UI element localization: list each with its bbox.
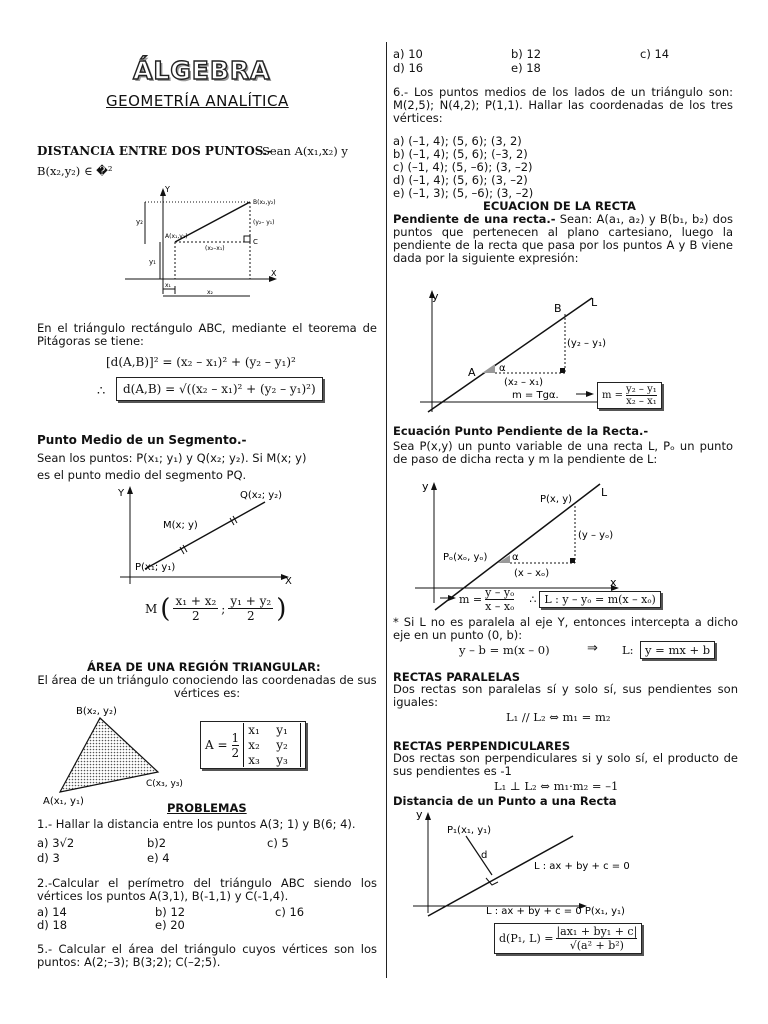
perpendicular-heading: RECTAS PERPENDICULARES (393, 739, 571, 753)
slope-formula-num: y₂ – y₁ (626, 384, 657, 395)
problem-6-text: 6.- Los puntos medios de los lados de un triángulo son: M(2,5); N(4,2); P(1,1). Hallar las coordenadas de los tres vértices: (393, 85, 733, 125)
triangle-label-b: B(x₂, y₂) (76, 706, 117, 717)
point-slope-eq-lhs: m = (459, 593, 483, 606)
problem-5-option-a: a) 10 (393, 47, 423, 61)
point-slope-label-dx: (x – xₒ) (514, 568, 550, 579)
problem-1-option-b: b)2 (147, 836, 167, 850)
point-slope-label-y: y (422, 480, 429, 493)
point-line-heading: Distancia de un Punto a una Recta (393, 794, 617, 808)
problem-6-option-e: e) (–1, 3); (5, –6); (3, –2) (393, 186, 534, 200)
point-line-label-axis: L : ax + by + c = 0 P(x₁, y₁) (486, 906, 625, 917)
slope-label-y: y (432, 290, 439, 303)
slope-label-l: L (591, 296, 598, 309)
problem-5-option-b: b) 12 (511, 47, 542, 61)
point-slope-heading: Ecuación Punto Pendiente de la Recta.- (393, 424, 649, 438)
slope-label-m: m = Tgα. (512, 390, 559, 401)
midpoint-text1: Sean los puntos: P(x₁; y₁) y Q(x₂; y₂). Si M(x; y) (37, 451, 307, 465)
midpoint-formula: M ( x₁ + x₂ 2 ; y₁ + y₂ 2 ) (145, 593, 287, 624)
column-divider (386, 42, 387, 978)
point-line-diagram (408, 808, 663, 918)
triangle-area-heading: ÁREA DE UNA REGIÓN TRIANGULAR: (87, 660, 321, 674)
point-slope-eq-num: y – yₒ (485, 586, 515, 599)
point-slope-formula: m = $\frac{\text{y – yₒ}}{\text{x – xₒ}}$ ∴ L : y – yₒ = m(x – xₒ) (459, 586, 661, 613)
point-line-formula (494, 923, 642, 954)
diagram-label-dx: (x₂–x₁) (205, 245, 225, 252)
diagram-label-y2: y₂ (136, 218, 143, 226)
perpendicular-formula: L₁ ⊥ L₂ ⇔ m₁·m₂ = –1 (494, 779, 619, 793)
diagram-label-c: C (253, 238, 258, 246)
point-line-label-p1: P₁(x₁, y₁) (447, 825, 492, 836)
triangle-matrix: x₁ y₁ x₂ y₂ x₃ y₃ (243, 723, 301, 767)
parallel-heading: RECTAS PARALELAS (393, 670, 521, 684)
page-title: ÁLGEBRA (133, 56, 271, 85)
point-slope-label-p0: Pₒ(xₒ, yₒ) (443, 552, 488, 563)
slope-paragraph (393, 213, 733, 265)
problem-1-option-d: d) 3 (37, 851, 60, 865)
midpoint-formula-x: x₁ + x₂ (175, 594, 217, 608)
problems-heading: PROBLEMAS (167, 801, 247, 815)
slope-formula (597, 382, 662, 409)
intercept-eq: y – b = m(x – 0) (459, 643, 550, 657)
intercept-implies: ⇒ (587, 641, 598, 656)
diagram-label-y1: y₁ (149, 258, 156, 266)
distance-therefore: ∴ (97, 384, 106, 399)
midpoint-diagram (115, 484, 305, 589)
problem-2-text: 2.-Calcular el perímetro del triángulo ABC siendo los vértices los puntos A(3,1), B(-1,1) y C(-1,4). (37, 876, 377, 903)
problem-6-option-d: d) (–1, 4); (5, 6); (3, –2) (393, 173, 528, 187)
distance-heading: DISTANCIA ENTRE DOS PUNTOS.- (37, 144, 273, 158)
slope-heading: Pendiente de una recta.- (393, 212, 556, 226)
triangle-area-formula (200, 721, 306, 769)
midpoint-label-y: Y (118, 488, 125, 499)
point-line-label-l: L : ax + by + c = 0 (534, 861, 630, 872)
diagram-label-b: B(x₂,y₂) (253, 199, 276, 206)
midpoint-heading: Punto Medio de un Segmento.- (37, 433, 247, 447)
triangle-diagram (38, 700, 198, 810)
triangle-label-a: A(x₁, y₁) (43, 796, 84, 807)
triangle-area-text: El área de un triángulo conociendo las coordenadas de sus vértices es: (37, 673, 377, 700)
problem-2-option-a: a) 14 (37, 905, 67, 919)
problem-5-text: 5.- Calcular el área del triángulo cuyos vértices son los puntos: A(2;–3); B(3;2); C(–2;5). (37, 942, 377, 969)
point-slope-text: Sea P(x,y) un punto variable de una recta L, Pₒ un punto de paso de dicha recta y m la pendiente de L: (393, 439, 733, 466)
diagram-label-x: X (271, 269, 277, 278)
problem-1-text: 1.- Hallar la distancia entre los puntos A(3; 1) y B(6; 4). (37, 817, 356, 831)
point-slope-label-x: x (610, 576, 617, 589)
midpoint-label-p: P(x₁; y₁) (135, 562, 176, 573)
slope-label-a: A (468, 366, 476, 379)
slope-formula-lhs: m = (602, 390, 624, 401)
diagram-label-dy: (y₂– y₁) (253, 219, 275, 226)
triangle-formula-den: 2 (231, 745, 240, 760)
diagram-label-x2: x₂ (207, 289, 213, 296)
problem-5-option-c: c) 14 (640, 47, 670, 61)
distance-intro-a: Sean A(x₁,x₂) y (262, 144, 348, 158)
point-slope-label-alpha: α (512, 552, 519, 563)
page-subtitle: GEOMETRÍA ANALÍTICA (106, 92, 289, 110)
triangle-label-c: C(x₃, y₃) (146, 779, 183, 789)
problem-5-option-e: e) 18 (511, 61, 541, 75)
midpoint-label-m: M(x; y) (163, 520, 198, 531)
point-line-formula-den: √(a² + b²) (569, 939, 624, 952)
triangle-formula-num: 1 (231, 730, 240, 745)
point-line-label-y: y (416, 808, 423, 821)
point-line-formula-lhs: d(P₁, L) = (499, 932, 554, 945)
slope-label-b: B (554, 302, 562, 315)
point-line-formula-num: |ax₁ + by₁ + c| (556, 925, 638, 938)
slope-label-dx: (x₂ – x₁) (504, 377, 544, 388)
diagram-label-x1: x₁ (165, 282, 171, 289)
slope-text: Sean: A(a₁, a₂) y B(b₁, b₂) dos puntos que pertenecen al plano cartesiano, luego la pendiente de la recta que pasa por los puntos A y B viene dada por la siguiente expresión: (393, 212, 733, 265)
problem-2-option-d: d) 18 (37, 918, 68, 932)
midpoint-text2: es el punto medio del segmento PQ. (37, 468, 247, 482)
distance-eq2: d(A,B) = √((x₂ – x₁)² + (y₂ – y₁)²) (116, 377, 323, 401)
midpoint-formula-den-y: 2 (246, 609, 255, 623)
midpoint-formula-sep: ; (221, 601, 226, 616)
point-slope-eq-den: x – xₒ (485, 600, 515, 613)
problem-1-option-a: a) 3√2 (37, 836, 75, 850)
midpoint-formula-prefix: M (145, 601, 158, 616)
problem-6-option-b: b) (–1, 4); (5, 6); (–3, 2) (393, 147, 528, 161)
intercept-note: * Si L no es paralela al eje Y, entonces intercepta a dicho eje en un punto (0, b): (393, 615, 738, 642)
distance-diagram (125, 184, 285, 304)
midpoint-label-x: X (285, 576, 292, 587)
point-slope-eq-result: L : y – yₒ = m(x – xₒ) (539, 591, 661, 608)
parallel-text: Dos rectas son paralelas sí y solo sí, sus pendientes son iguales: (393, 682, 738, 709)
distance-eq1: [d(A,B)]² = (x₂ – x₁)² + (y₂ – y₁)² (106, 355, 296, 369)
intercept-result: y = mx + b (640, 641, 715, 659)
midpoint-formula-y: y₁ + y₂ (230, 594, 272, 608)
problem-2-option-e: e) 20 (155, 918, 185, 932)
triangle-formula-lhs: A = (205, 738, 228, 752)
point-slope-label-dy: (y – yₒ) (578, 530, 614, 541)
slope-label-alpha: α (499, 363, 506, 374)
parallel-formula: L₁ // L₂ ⇔ m₁ = m₂ (506, 710, 611, 724)
distance-intro-b: B(x₂,y₂) ∈ �² (37, 164, 113, 178)
diagram-label-a: A(x₁,y₁) (165, 233, 188, 240)
problem-2-option-b: b) 12 (155, 905, 186, 919)
point-line-label-d: d (481, 850, 488, 861)
problem-2-option-c: c) 16 (275, 905, 305, 919)
line-equation-heading: ECUACION DE LA RECTA (483, 199, 636, 213)
point-slope-label-l: L (601, 486, 608, 499)
intercept-result-prefix: L: (622, 643, 634, 657)
problem-6-option-c: c) (–1, 4); (5, –6); (3, –2) (393, 160, 533, 174)
midpoint-label-q: Q(x₂; y₂) (240, 490, 283, 501)
slope-label-dy: (y₂ – y₁) (567, 338, 607, 349)
point-slope-label-p: P(x, y) (540, 494, 573, 505)
perpendicular-text: Dos rectas son perpendiculares si y solo sí, el producto de sus pendientes es -1 (393, 751, 738, 778)
distance-text: En el triángulo rectángulo ABC, mediante el teorema de Pitágoras se tiene: (37, 321, 377, 348)
problem-1-option-c: c) 5 (267, 836, 289, 850)
diagram-label-y: Y (165, 185, 170, 194)
problem-6-option-a: a) (–1, 4); (5, 6); (3, 2) (393, 134, 522, 148)
problem-5-option-d: d) 16 (393, 61, 424, 75)
midpoint-formula-den-x: 2 (192, 609, 200, 623)
problem-1-option-e: e) 4 (147, 851, 170, 865)
slope-formula-den: x₂ – x₁ (626, 396, 657, 407)
